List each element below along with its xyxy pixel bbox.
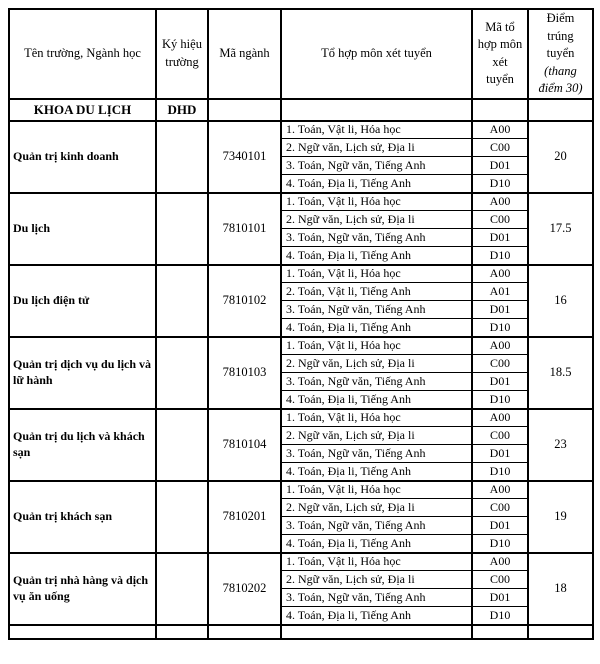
partial-cell: [9, 625, 156, 639]
combo-subjects-cell: 1. Toán, Vật li, Hóa học: [281, 481, 472, 499]
combo-code-cell: D01: [472, 445, 528, 463]
school-symbol-cell: [156, 337, 208, 409]
combo-row: [9, 481, 593, 499]
combo-subjects-cell: 2. Ngữ văn, Lịch sử, Địa li: [281, 427, 472, 445]
faculty-score-cell: [528, 99, 593, 121]
partial-cell: [281, 625, 472, 639]
combo-subjects-cell: 2. Ngữ văn, Lịch sử, Địa li: [281, 211, 472, 229]
combo-subjects-cell: 1. Toán, Vật li, Hóa học: [281, 193, 472, 211]
program-name-cell: Quản trị nhà hàng và dịch vụ ăn uống: [9, 553, 156, 625]
combo-code-cell: C00: [472, 355, 528, 373]
major-code-cell: 7810102: [208, 265, 281, 337]
combo-code-cell: C00: [472, 139, 528, 157]
score-cell: 18.5: [528, 337, 593, 409]
combo-subjects-cell: 3. Toán, Ngữ văn, Tiếng Anh: [281, 229, 472, 247]
combo-code-cell: C00: [472, 499, 528, 517]
partial-cell: [156, 625, 208, 639]
combo-row: [9, 409, 593, 427]
combo-subjects-cell: 2. Ngữ văn, Lịch sử, Địa li: [281, 571, 472, 589]
faculty-name-cell: KHOA DU LỊCH: [9, 99, 156, 121]
score-cell: 20: [528, 121, 593, 193]
combo-code-cell: D10: [472, 319, 528, 337]
faculty-combos-cell: [281, 99, 472, 121]
combo-code-cell: A00: [472, 553, 528, 571]
combo-subjects-cell: 2. Ngữ văn, Lịch sử, Địa li: [281, 355, 472, 373]
combo-subjects-cell: 1. Toán, Vật li, Hóa học: [281, 553, 472, 571]
column-header-4: [281, 9, 472, 99]
combo-subjects-cell: 4. Toán, Địa li, Tiếng Anh: [281, 463, 472, 481]
combo-subjects-cell: 2. Toán, Vật li, Tiếng Anh: [281, 283, 472, 301]
combo-subjects-cell: 1. Toán, Vật li, Hóa học: [281, 265, 472, 283]
partial-row: [9, 625, 593, 639]
program-name-cell: Quản trị dịch vụ du lịch và lữ hành: [9, 337, 156, 409]
school-symbol-cell: [156, 481, 208, 553]
combo-row: [9, 193, 593, 211]
combo-subjects-cell: 3. Toán, Ngữ văn, Tiếng Anh: [281, 157, 472, 175]
column-header-note: (thang điểm 30): [538, 63, 583, 95]
combo-code-cell: D01: [472, 373, 528, 391]
combo-code-cell: C00: [472, 211, 528, 229]
combo-code-cell: D10: [472, 463, 528, 481]
score-cell: 16: [528, 265, 593, 337]
column-header-label: Mã tổ hợp môn xét tuyển: [477, 19, 523, 87]
combo-code-cell: D01: [472, 517, 528, 535]
table-head: [9, 9, 593, 99]
combo-code-cell: D01: [472, 589, 528, 607]
combo-code-cell: A01: [472, 283, 528, 301]
program-name-cell: Quản trị du lịch và khách sạn: [9, 409, 156, 481]
combo-subjects-cell: 4. Toán, Địa li, Tiếng Anh: [281, 535, 472, 553]
faculty-row: [9, 99, 593, 121]
combo-subjects-cell: 1. Toán, Vật li, Hóa học: [281, 337, 472, 355]
combo-code-cell: C00: [472, 427, 528, 445]
major-code-cell: 7810104: [208, 409, 281, 481]
partial-cell: [472, 625, 528, 639]
program-name-cell: Quản trị kinh doanh: [9, 121, 156, 193]
combo-subjects-cell: 2. Ngữ văn, Lịch sử, Địa li: [281, 139, 472, 157]
score-cell: 23: [528, 409, 593, 481]
combo-subjects-cell: 3. Toán, Ngữ văn, Tiếng Anh: [281, 445, 472, 463]
column-header-3: [208, 9, 281, 99]
combo-subjects-cell: 3. Toán, Ngữ văn, Tiếng Anh: [281, 517, 472, 535]
combo-code-cell: D01: [472, 229, 528, 247]
school-symbol-cell: [156, 121, 208, 193]
combo-code-cell: A00: [472, 481, 528, 499]
combo-code-cell: A00: [472, 409, 528, 427]
faculty-code-cell: DHD: [156, 99, 208, 121]
column-header-label: Tên trường, Ngành học: [24, 46, 141, 60]
school-symbol-cell: [156, 409, 208, 481]
table-header-row: [9, 9, 593, 99]
column-header-label: Tổ hợp môn xét tuyển: [321, 46, 432, 60]
combo-code-cell: D10: [472, 535, 528, 553]
combo-subjects-cell: 3. Toán, Ngữ văn, Tiếng Anh: [281, 373, 472, 391]
table-wrapper: [8, 8, 594, 640]
combo-code-cell: D10: [472, 607, 528, 625]
partial-cell: [208, 625, 281, 639]
combo-code-cell: A00: [472, 265, 528, 283]
combo-subjects-cell: 4. Toán, Địa li, Tiếng Anh: [281, 607, 472, 625]
combo-subjects-cell: 2. Ngữ văn, Lịch sử, Địa li: [281, 499, 472, 517]
score-cell: 19: [528, 481, 593, 553]
column-header-6: [528, 9, 593, 99]
school-symbol-cell: [156, 553, 208, 625]
major-code-cell: 7340101: [208, 121, 281, 193]
combo-subjects-cell: 3. Toán, Ngữ văn, Tiếng Anh: [281, 301, 472, 319]
combo-subjects-cell: 4. Toán, Địa li, Tiếng Anh: [281, 175, 472, 193]
combo-code-cell: D01: [472, 301, 528, 319]
combo-code-cell: D10: [472, 247, 528, 265]
combo-code-cell: A00: [472, 121, 528, 139]
column-header-label: Ký hiệu trường: [162, 37, 202, 69]
partial-cell: [528, 625, 593, 639]
major-code-cell: 7810201: [208, 481, 281, 553]
program-name-cell: Du lịch: [9, 193, 156, 265]
major-code-cell: 7810202: [208, 553, 281, 625]
school-symbol-cell: [156, 193, 208, 265]
school-symbol-cell: [156, 265, 208, 337]
faculty-combo-code-cell: [472, 99, 528, 121]
column-header-1: [9, 9, 156, 99]
combo-code-cell: A00: [472, 337, 528, 355]
combo-row: [9, 553, 593, 571]
combo-code-cell: D10: [472, 175, 528, 193]
combo-subjects-cell: 3. Toán, Ngữ văn, Tiếng Anh: [281, 589, 472, 607]
score-cell: 17.5: [528, 193, 593, 265]
table-body: [9, 99, 593, 639]
combo-subjects-cell: 4. Toán, Địa li, Tiếng Anh: [281, 319, 472, 337]
combo-code-cell: D01: [472, 157, 528, 175]
combo-subjects-cell: 1. Toán, Vật li, Hóa học: [281, 409, 472, 427]
column-header-label: Điểm trúng tuyển: [546, 11, 575, 60]
combo-code-cell: C00: [472, 571, 528, 589]
score-cell: 18: [528, 553, 593, 625]
admission-table: [8, 8, 594, 640]
combo-subjects-cell: 4. Toán, Địa li, Tiếng Anh: [281, 247, 472, 265]
combo-row: [9, 265, 593, 283]
faculty-major-code-cell: [208, 99, 281, 121]
column-header-2: [156, 9, 208, 99]
combo-row: [9, 121, 593, 139]
combo-subjects-cell: 1. Toán, Vật li, Hóa học: [281, 121, 472, 139]
combo-code-cell: D10: [472, 391, 528, 409]
program-name-cell: Quản trị khách sạn: [9, 481, 156, 553]
program-name-cell: Du lịch điện tử: [9, 265, 156, 337]
combo-code-cell: A00: [472, 193, 528, 211]
major-code-cell: 7810103: [208, 337, 281, 409]
combo-row: [9, 337, 593, 355]
column-header-5: [472, 9, 528, 99]
major-code-cell: 7810101: [208, 193, 281, 265]
combo-subjects-cell: 4. Toán, Địa li, Tiếng Anh: [281, 391, 472, 409]
column-header-label: Mã ngành: [219, 46, 270, 60]
